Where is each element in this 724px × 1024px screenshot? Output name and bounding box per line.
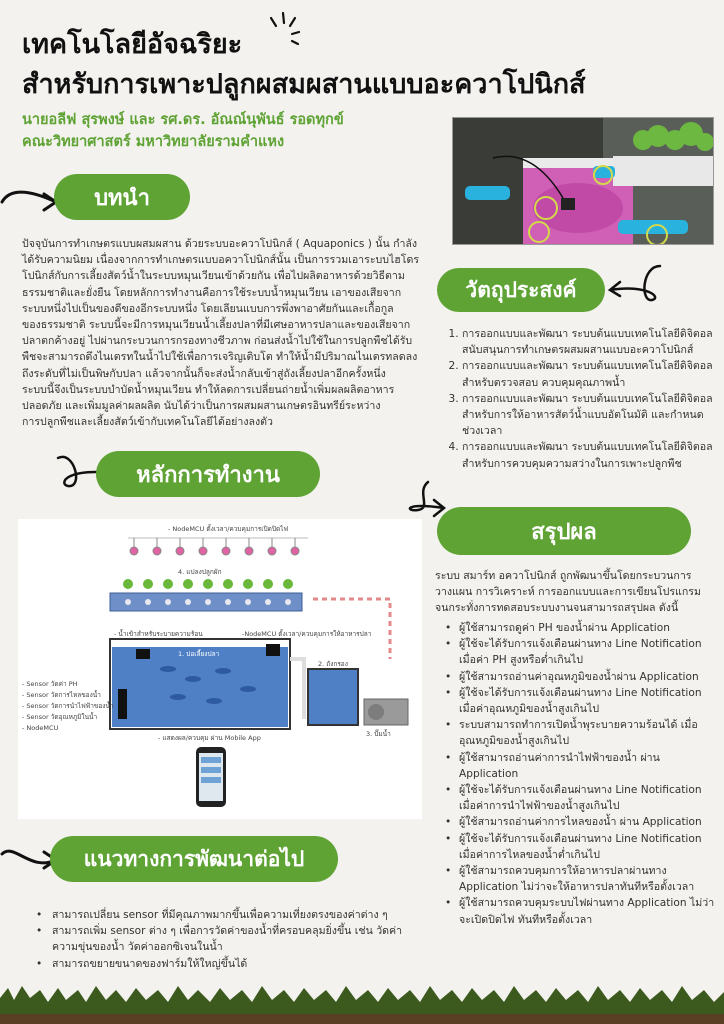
poster-title-line1: เทคโนโลยีอัจฉริยะ [22, 29, 243, 60]
conclusion-intro-line: ระบบ สมาร์ท อควาโปนิกส์ ถูกพัฒนาขึ้นโดยกระบวนการ [435, 570, 692, 582]
objectives-heading: วัตถุประสงค์ [437, 268, 605, 312]
conclusion-item-text: ผู้ใช้สามารถอ่านค่าการนำไฟฟ้าของน้ำ ผ่าน Application [459, 751, 660, 780]
sensor-label: - NodeMCU [22, 724, 59, 732]
objective-item: 2. การออกแบบและพัฒนา ระบบต้นแบบเทคโนโลยีดิจิตอล สำหรับตรวจสอบ ควบคุมคุณภาพน้ำ [462, 358, 714, 390]
conclusion-list [445, 620, 717, 928]
aquaponics-photo-drawing [453, 118, 714, 245]
intro-line: ปลาตกค้างอยู่ ไปผ่านกระบวนการกรองทางชีวภาพ ก่อนส่งน้ำไปใช้ในการปลูกพืชได้รับ [22, 335, 413, 348]
intro-line: ระบบหนึ่งไปเป็นของดีของอีกระบบหนึ่ง โดยเลียนแบบการพึ่งพาอาศัยกันและเกื้อกูล [22, 302, 394, 315]
conclusion-intro-line: จนกระทั่งการทดสอบระบบงานจนสามารถสรุปผล ดังนี้ [435, 602, 679, 615]
intro-line: ถึงระดับที่ไม่เป็นพิษกับปลา แล้วจากนั้นก็จะส่งน้ำกลับเข้าสู่ถังเลี้ยงปลาอีกครั้งหนึ่ง [22, 367, 386, 380]
conclusion-item: • ผู้ใช้จะได้รับการแจ้งเตือนผ่านทาง Line Notification เมื่อค่าการไหลของน้ำต่ำเกินไป [445, 832, 702, 861]
conclusion-intro-line: วางแผน การวิเคราะห์ การออกแบบและการเขียนโปรแกรม [435, 586, 701, 599]
conclusion-item: • ผู้ใช้สามารถดูค่า PH ของน้ำผ่าน Application [445, 622, 670, 634]
principle-heading: หลักการทำงาน [96, 451, 320, 497]
conclusion-item: • ระบบสามารถทำการเปิดน้ำพุระบายความร้อนได้ เมื่ออุณหภูมิของน้ำสูงเกินไป [445, 719, 698, 748]
conclusion-item-text: ผู้ใช้จะได้รับการแจ้งเตือนผ่านทาง Line Notification เมื่อค่าการนำไฟฟ้าของน้ำสูงเกินไป [459, 784, 702, 813]
sensor-label: - Sensor วัดอุณหภูมิในน้ำ [22, 713, 98, 721]
diagram-tank-label: 1. บ่อเลี้ยงปลา [178, 650, 220, 658]
poster-title-line2: สำหรับการเพาะปลูกผสมผสานแบบอะควาโปนิกส์ [22, 69, 586, 100]
future-heading: แนวทางการพัฒนาต่อไป [50, 836, 338, 882]
future-item: • สามารถเพิ่ม sensor ต่าง ๆ เพื่อการวัดค่าของน้ำที่ครอบคลุมยิ่งขึ้น เช่น วัดค่าความขุ่นของน้ำ วัดค่าออกซิเจนในน้ำ [36, 925, 403, 954]
intro-heading: บทนำ [54, 174, 190, 220]
conclusion-heading: สรุปผล [437, 507, 691, 555]
conclusion-item-text: ผู้ใช้สามารถควบคุมระบบไฟผ่านทาง Application ไม่ว่าจะเปิดปิดไฟ ทันทีหรือตั้งเวลา [459, 897, 715, 926]
intro-line: ปลอดภัย และเพิ่มมูลค่าผลผลิต นับได้ว่าเป็นการผสมผสานเกษตรอินทรีย์ระหว่าง [22, 400, 381, 413]
conclusion-item-text: ผู้ใช้สามารถอ่านค่าการไหลของน้ำ ผ่าน Application [459, 816, 702, 829]
intro-line: ของธรรมชาติ ระบบนี้จะมีการหมุนเวียนน้ำเลี้ยงปลาที่มีเศษอาหารปลาและของเสียจาก [22, 319, 411, 332]
sensor-label: - Sensor วัดค่า PH [22, 680, 78, 688]
diagram-heater-label: - น้ำเข้าสำหรับระบายความร้อน [114, 630, 203, 638]
intro-text [22, 236, 442, 430]
intro-line: พืชจะสามารถดึงไนเตรทในน้ำไปใช้เพื่อการเจริญเติบโต ทำให้น้ำมีปริมาณไนเตรทลดลง [22, 351, 418, 364]
swirl-arrow-icon [398, 478, 448, 522]
aquaponics-photo [452, 117, 714, 245]
conclusion-item-text: ระบบสามารถทำการเปิดน้ำพุระบายความร้อนได้ เมื่ออุณหภูมิของน้ำสูงเกินไป [459, 719, 698, 748]
intro-line: ระบบนี้จึงเป็นระบบบำบัดน้ำหมุนเวียน ทำให้ลดการเปลี่ยนถ่ายน้ำเพิ่มผลผลิตอาหาร [22, 383, 395, 396]
conclusion-item: • ผู้ใช้จะได้รับการแจ้งเตือนผ่านทาง Line Notification เมื่อค่าการนำไฟฟ้าของน้ำสูงเกินไป [445, 784, 702, 813]
future-item-text: สามารถเปลี่ยน sensor ที่มีคุณภาพมากขึ้นเพื่อความเที่ยงตรงของค่าต่าง ๆ [52, 909, 388, 921]
diagram-pump-label: 3. ปั๊มน้ำ [366, 730, 391, 738]
future-item-text: สามารถขยายขนาดของฟาร์มให้ใหญ่ขึ้นได้ [52, 957, 248, 970]
sensor-label: - Sensor วัดการนำไฟฟ้าของน้ำ [22, 702, 114, 710]
conclusion-item: • ผู้ใช้จะได้รับการแจ้งเตือนผ่านทาง Line Notification เมื่อค่า PH สูงหรือต่ำเกินไป [445, 638, 702, 667]
grass-footer [0, 984, 724, 1024]
conclusion-item: • ผู้ใช้สามารถอ่านค่าอุณหภูมิของน้ำผ่าน Application [445, 670, 699, 683]
future-item: • สามารถขยายขนาดของฟาร์มให้ใหญ่ขึ้นได้ [36, 957, 248, 970]
sparkle-icon [265, 10, 307, 50]
diagram-top-label: - NodeMCU ตั้งเวลา/ควบคุมการเปิดปิดไฟ [168, 525, 289, 533]
conclusion-item-text: ผู้ใช้จะได้รับการแจ้งเตือนผ่านทาง Line Notification เมื่อค่าการไหลของน้ำต่ำเกินไป [459, 832, 702, 861]
conclusion-item: • ผู้ใช้สามารถควบคุมการให้อาหารปลาผ่านทาง Application ไม่ว่าจะให้อาหารปลาทันทีหรือตั้งเวลา [445, 865, 695, 894]
diagram-feeder-label: -NodeMCU ตั้งเวลา/ควบคุมการให้อาหารปลา [242, 630, 372, 638]
system-diagram-drawing [18, 519, 422, 819]
system-diagram [18, 519, 422, 819]
intro-line: การปลูกพืชและเลี้ยงสัตว์เข้ากับเทคโนโลยีได้อย่างลงตัว [22, 416, 274, 429]
objective-item: 4. การออกแบบและพัฒนา ระบบต้นแบบเทคโนโลยีดิจิตอล สำหรับการควบคุมความสว่างในการเพาะปลูกพืช [462, 439, 714, 471]
diagram-plant-label: 4. แปลงปลูกผัก [178, 568, 222, 576]
intro-line: ได้รับความนิยม เนื่องจากการทำเกษตรแบบอควาโปนิกส์นั้น เป็นการรวมเอาระบบไฮโดร [22, 254, 420, 267]
diagram-filter-label: 2. ถังกรอง [318, 660, 348, 668]
future-item-text: สามารถเพิ่ม sensor ต่าง ๆ เพื่อการวัดค่าของน้ำที่ครอบคลุมยิ่งขึ้น เช่น วัดค่าความขุ่นของน้ำ วัดค่าออกซิเจนในน้ำ [52, 925, 403, 954]
intro-line: ธรรมชาติและยั่งยืน โดยหลักการทำงานคือการใช้ระบบน้ำหมุนเวียน เอาของเสียจาก [22, 286, 402, 299]
conclusion-item-text: ผู้ใช้จะได้รับการแจ้งเตือนผ่านทาง Line Notification เมื่อค่า PH สูงหรือต่ำเกินไป [459, 638, 702, 667]
conclusion-item-text: ผู้ใช้สามารถอ่านค่าอุณหภูมิของน้ำผ่าน Application [459, 670, 699, 683]
conclusion-intro [435, 568, 717, 617]
objective-item: 1. การออกแบบและพัฒนา ระบบต้นแบบเทคโนโลยีดิจิตอล สนับสนุนการทำเกษตรผสมผสานแบบอะควาโปนิกส์ [462, 326, 714, 358]
conclusion-item: • ผู้ใช้สามารถอ่านค่าการไหลของน้ำ ผ่าน Application [445, 816, 702, 829]
conclusion-item-text: ผู้ใช้จะได้รับการแจ้งเตือนผ่านทาง Line Notification เมื่อค่าอุณหภูมิของน้ำสูงเกินไป [459, 686, 702, 716]
objectives-list [452, 326, 714, 472]
objective-item: 3. การออกแบบและพัฒนา ระบบต้นแบบเทคโนโลยีดิจิตอล สำหรับการให้อาหารสัตว์น้ำแบบอัตโนมัติ และกำหนดช่วงเวลา [462, 391, 714, 440]
curly-arrow-icon [604, 262, 664, 312]
conclusion-item-text: ผู้ใช้สามารถควบคุมการให้อาหารปลาผ่านทาง Application ไม่ว่าจะให้อาหารปลาทันทีหรือตั้งเวลา [459, 865, 695, 894]
intro-line: ปัจจุบันการทำเกษตรแบบผสมผสาน ด้วยระบบอะควาโปนิกส์ ( Aquaponics ) นั้น กำลัง [22, 238, 418, 250]
arrow-right-icon [0, 184, 62, 220]
future-list [36, 907, 428, 972]
authors: นายอลีฟ สุรพงษ์ และ รศ.ดร. อัณณ์นุพันธ์ รอดทุกข์ [22, 112, 344, 128]
sensor-label: - Sensor วัดการไหลของน้ำ [22, 691, 101, 699]
future-item: • สามารถเปลี่ยน sensor ที่มีคุณภาพมากขึ้นเพื่อความเที่ยงตรงของค่าต่าง ๆ [36, 909, 388, 921]
conclusion-item: • ผู้ใช้สามารถอ่านค่าการนำไฟฟ้าของน้ำ ผ่าน Application [445, 751, 660, 780]
conclusion-item: • ผู้ใช้สามารถควบคุมระบบไฟผ่านทาง Application ไม่ว่าจะเปิดปิดไฟ ทันทีหรือตั้งเวลา [445, 897, 715, 926]
conclusion-item: • ผู้ใช้จะได้รับการแจ้งเตือนผ่านทาง Line Notification เมื่อค่าอุณหภูมิของน้ำสูงเกินไป [445, 686, 702, 716]
intro-line: โปนิกส์กับการเลี้ยงสัตว์น้ำในระบบหมุนเวียนเข้าด้วยกัน เพื่อไปผลิตอาหารด้วยวิธีตาม [22, 270, 405, 283]
conclusion-item-text: ผู้ใช้สามารถดูค่า PH ของน้ำผ่าน Application [459, 622, 670, 634]
diagram-sensor-list [22, 679, 114, 734]
diagram-app-label: - แสดงผล/ควบคุม ผ่าน Mobile App [158, 734, 261, 742]
faculty: คณะวิทยาศาสตร์ มหาวิทยาลัยรามคำแหง [22, 134, 285, 150]
